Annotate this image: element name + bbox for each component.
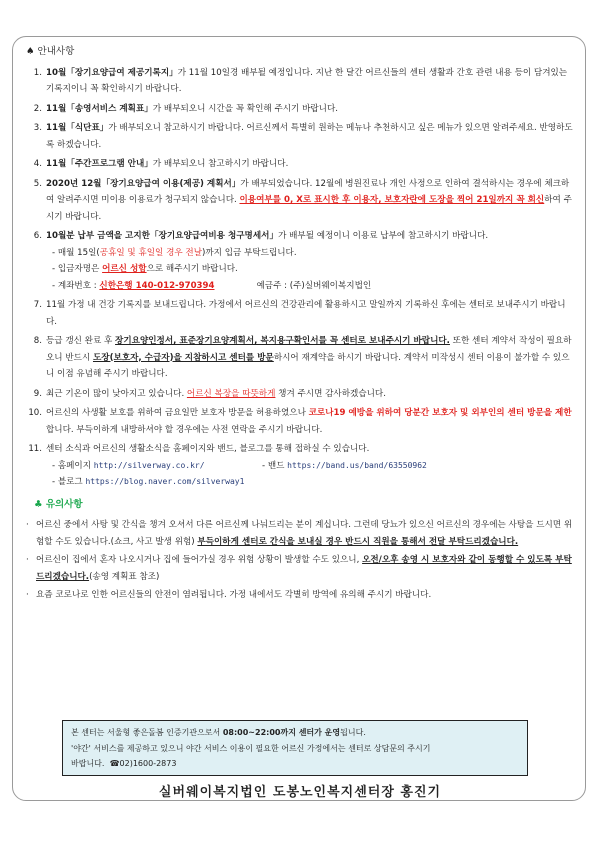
blog-link[interactable]: https://blog.naver.com/silverway1	[85, 477, 245, 486]
operating-notice-box: 본 센터는 서울형 좋은돌봄 인증기관으로서 08:00~22:00까지 센터가 운영됩니다. '야간' 서비스를 제공하고 있으니 야간 서비스 이용이 필요한 어르신 가정에서는 센터로 상담문의 주시기 바랍니다. ☎02)1600-2873	[62, 720, 528, 776]
phone-number: ☎02)1600-2873	[109, 759, 177, 768]
list-item: 1. 10월「장기요양급여 제공기록지」가 11월 10일경 배부될 예정입니다. 지난 한 달간 어르신들의 센터 생활과 간호 관련 내용 등이 담겨있는 기록지이니 꼭 확인하시기 바랍니다.	[33, 67, 568, 94]
band-link[interactable]: https://band.us/band/63550962	[287, 460, 427, 470]
caution-item: · 어르신 중에서 사탕 및 간식을 챙겨 오셔서 다른 어르신께 나눠드리는 분이 계십니다. 그런데 당뇨가 있으신 어르신의 경우에는 사탕을 드시면 위험할 수도 있습니다.(쇼크, 사고 발생 위험) 부득이하게 센터로 간식을 보내실 경우 반드시 직원을 통해서 전달 부탁드리겠습니다.	[26, 520, 573, 547]
list-item: 6. 10월분 납부 금액을 고지한「장기요양급여비용 청구명세서」가 배부될 예정이니 이용료 납부에 참고하시기 바랍니다. - 매월 15일(공휴일 및 휴일일 경우 전날)까지 입금 부탁드립니다. - 입금자명은 어르신 성함으로 해주시기 바랍니다. - 계좌번호 : 신한은행 140-012-970394 예금주 : (주)실버웨이복지법인	[26, 228, 574, 294]
caution-section-title: ♣ 유의사항	[34, 498, 83, 510]
homepage-link[interactable]: http://silverway.co.kr/	[93, 460, 205, 470]
document-body	[26, 44, 574, 606]
signature: 실버웨이복지법인 도봉노인복지센터장 홍진기	[158, 785, 442, 800]
caution-item: · 요즘 코로나로 인한 어르신들의 안전이 염려됩니다. 가정 내에서도 각별히 방역에 유의해 주시기 바랍니다.	[26, 590, 432, 600]
list-item: 7. 11월 가정 내 건강 기록지를 보내드립니다. 가정에서 어르신의 건강관리에 활용하시고 말일까지 기록하신 후에는 센터로 보내주시기 바랍니다.	[33, 300, 566, 327]
list-item: 10. 어르신의 사생활 보호를 위하여 금요일만 보호자 방문을 허용하였으나 코로나19 예방을 위하여 당분간 보호자 및 외부인의 센터 방문을 제한합니다. 부득이하게 내방하셔야 할 경우에는 사전 연락을 주시기 바랍니다.	[28, 408, 572, 435]
list-item: 4. 11월「주간프로그램 안내」가 배부되오니 참고하시기 바랍니다.	[33, 159, 289, 169]
list-item: 9. 최근 기온이 많이 낮아지고 있습니다. 어르신 복장을 따뜻하게 챙겨 주시면 감사하겠습니다.	[33, 388, 386, 399]
list-item: 11. 센터 소식과 어르신의 생활소식을 홈페이지와 밴드, 블로그를 통해 접하실 수 있습니다. - 홈페이지 http://silverway.co.kr/ - 밴드 https://band.us/band/63550962 - 블로그 https://blog.naver.com/silverway1	[28, 444, 427, 487]
bank-account: - 계좌번호 : 신한은행 140-012-970394 예금주 : (주)실버웨이복지법인	[52, 280, 372, 291]
list-item: 5. 2020년 12월「장기요양급여 이용(제공) 계획서」가 배부되었습니다. 12월에 병원진료나 개인 사정으로 인하여 결석하시는 경우에 체크하여 알려주시면 미이용 이용료가 청구되지 않습니다. 이용여부를 0, X로 표시한 후 이용자, 보호자란에 도장을 찍어 21일까지 꼭 회신하여 주시기 바랍니다.	[33, 178, 572, 222]
list-item: 2. 11월「송영서비스 계획표」가 배부되오니 시간을 꼭 확인해 주시기 바랍니다.	[33, 103, 339, 114]
caution-item: · 어르신이 집에서 혼자 나오시거나 집에 들어가실 경우 위험 상황이 발생할 수도 있으니, 오전/오후 송영 시 보호자와 같이 동행할 수 있도록 부탁드리겠습니다.(송영 계획표 참조)	[26, 555, 572, 582]
list-item: 8. 등급 갱신 완료 후 장기요양인정서, 표준장기요양계획서, 복지용구확인서를 꼭 센터로 보내주시기 바랍니다. 또한 센터 계약서 작성이 필요하오니 반드시 도장(보호자, 수급자)을 지참하시고 센터를 방문하시어 재계약을 하시기 바랍니다. 계약서 미작성시 센터 이용이 불가할 수 있으니 이점 유념해 주시기 바랍니다.	[33, 336, 572, 379]
notice-section-title: ♠ 안내사항	[26, 46, 75, 57]
list-item: 3. 11월「식단표」가 배부되오니 참고하시기 바랍니다. 어르신께서 특별히 원하는 메뉴나 추천하시고 싶은 메뉴가 있으면 알려주세요. 반영하도록 하겠습니다.	[33, 123, 573, 150]
